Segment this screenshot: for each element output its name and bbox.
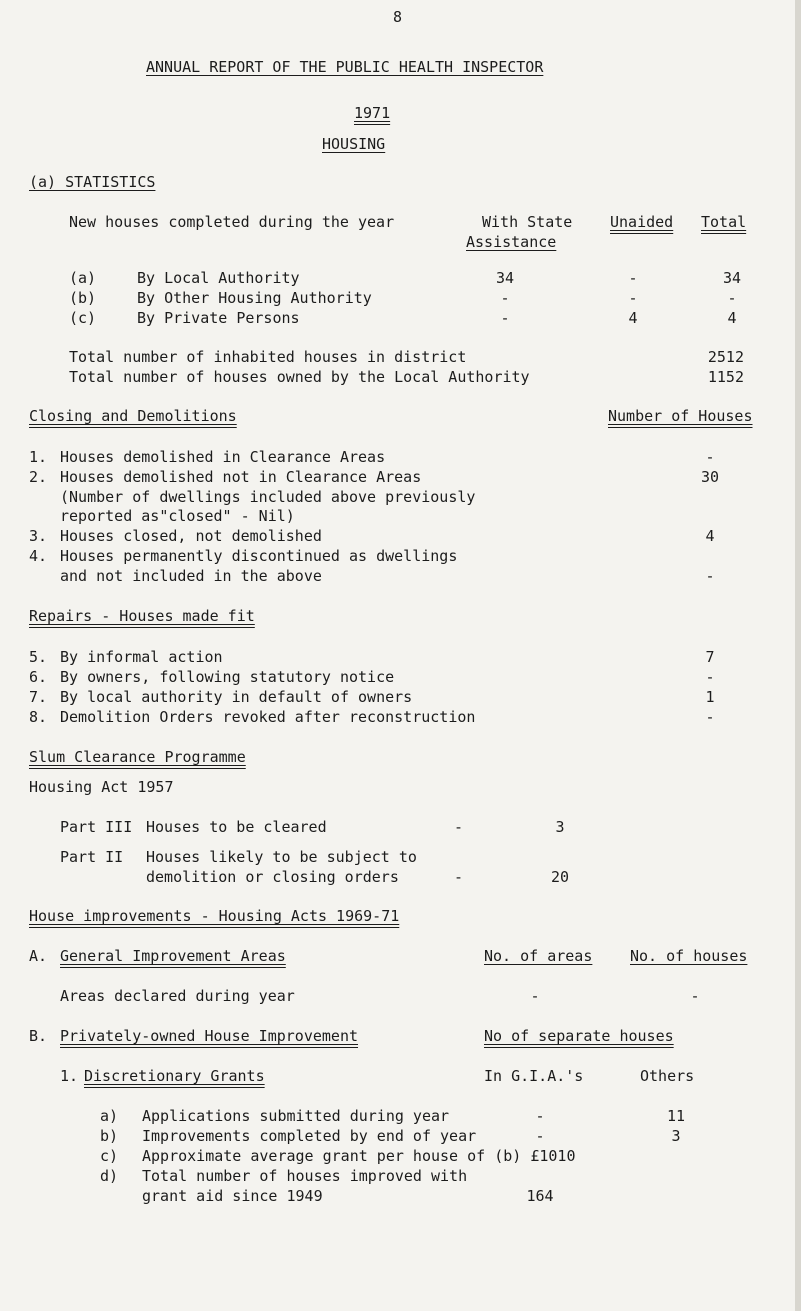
item-text: and not included in the above [60,567,322,585]
item-text: Houses demolished not in Clearance Areas [60,468,422,486]
row-total: 4 [727,309,737,327]
row-label: By Local Authority [137,269,300,287]
grant-gia: - [535,1107,545,1125]
total-inhabited-value: 2512 [707,348,744,366]
item-number: 1. [29,448,48,466]
col-areas: No. of areas [484,947,593,965]
item-text: Demolition Orders revoked after reconstruction [60,708,476,726]
item-text: Houses closed, not demolished [60,527,322,545]
grant-gia: 164 [526,1187,554,1205]
col-with-state: With State [482,213,573,231]
grant-letter: c) [100,1147,119,1165]
col-total: Total [701,213,747,231]
part3-text: Houses to be cleared [146,818,327,836]
row-unaided: - [628,289,638,307]
row-unaided: - [628,269,638,287]
row-with-state: - [500,309,510,327]
row-total: - [727,289,737,307]
item-number: 2. [29,468,48,486]
section-a-letter: A. [29,947,48,965]
grant-text: grant aid since 1949 [142,1187,323,1205]
item-text: Houses permanently discontinued as dwellings [60,547,458,565]
page-number: 8 [393,8,403,26]
housing-act: Housing Act 1957 [29,778,174,796]
part2-text-2: demolition or closing orders [146,868,399,886]
col-others: Others [640,1067,695,1085]
grant-text: Improvements completed by end of year [142,1127,477,1145]
repairs-heading: Repairs - Houses made fit [29,607,255,625]
row-with-state: 34 [495,269,515,287]
item-number: 5. [29,648,48,666]
part3-value: 3 [555,818,565,836]
item-number: 7. [29,688,48,706]
grant-text: Applications submitted during year [142,1107,450,1125]
item-value: 30 [700,468,720,486]
page-edge-shadow [795,0,801,1311]
total-owned-label: Total number of houses owned by the Local Authority [69,368,530,386]
declared-label: Areas declared during year [60,987,295,1005]
item-number: 6. [29,668,48,686]
grant-letter: d) [100,1167,119,1185]
item-text: By informal action [60,648,223,666]
item-value: 1 [705,688,715,706]
report-year: 1971 [354,104,391,122]
report-title: ANNUAL REPORT OF THE PUBLIC HEALTH INSPECTOR [146,58,544,76]
section-a-label: General Improvement Areas [60,947,286,965]
part3-label: Part III [60,818,133,836]
row-total: 34 [722,269,742,287]
grant-letter: b) [100,1127,119,1145]
closing-col-heading: Number of Houses [608,407,753,425]
col-unaided: Unaided [610,213,674,231]
closing-heading: Closing and Demolitions [29,407,237,425]
col-separate-houses: No of separate houses [484,1027,674,1045]
grants-label: Discretionary Grants [84,1067,265,1085]
item-text: Houses demolished in Clearance Areas [60,448,386,466]
item-number: 3. [29,527,48,545]
part2-value: 20 [550,868,570,886]
item-value: - [705,567,715,585]
grant-others: 11 [666,1107,686,1125]
row-letter: (b) [69,289,97,307]
part2-dash: - [454,868,464,886]
item-value: 4 [705,527,715,545]
part3-dash: - [454,818,464,836]
col-gia: In G.I.A.'s [484,1067,584,1085]
grant-text: Total number of houses improved with [142,1167,468,1185]
row-unaided: 4 [628,309,638,327]
total-owned-value: 1152 [707,368,744,386]
improvements-heading: House improvements - Housing Acts 1969-71 [29,907,400,925]
new-houses-label: New houses completed during the year [69,213,395,231]
col-with-state-2: Assistance [466,233,557,251]
item-value: - [705,708,715,726]
item-value: - [705,668,715,686]
section-b-letter: B. [29,1027,48,1045]
grant-letter: a) [100,1107,119,1125]
item-text: By local authority in default of owners [60,688,413,706]
part2-label: Part II [60,848,124,866]
section-b-label: Privately-owned House Improvement [60,1027,359,1045]
total-inhabited-label: Total number of inhabited houses in district [69,348,467,366]
statistics-heading: (a) STATISTICS [29,173,156,191]
row-label: By Private Persons [137,309,300,327]
declared-houses: - [690,987,700,1005]
slum-heading: Slum Clearance Programme [29,748,246,766]
declared-areas: - [530,987,540,1005]
part2-text: Houses likely to be subject to [146,848,417,866]
item-value: - [705,448,715,466]
grants-number: 1. [60,1067,79,1085]
row-letter: (a) [69,269,97,287]
section-title: HOUSING [322,135,386,153]
item-number: 4. [29,547,48,565]
col-houses: No. of houses [630,947,748,965]
item-text: (Number of dwellings included above previously [60,488,476,506]
grant-gia: - [535,1127,545,1145]
grant-others: 3 [671,1127,681,1145]
row-with-state: - [500,289,510,307]
row-letter: (c) [69,309,97,327]
item-text: reported as"closed" - Nil) [60,507,295,525]
item-value: 7 [705,648,715,666]
item-number: 8. [29,708,48,726]
grant-text: Approximate average grant per house of (b) £1010 [142,1147,576,1165]
item-text: By owners, following statutory notice [60,668,395,686]
row-label: By Other Housing Authority [137,289,372,307]
